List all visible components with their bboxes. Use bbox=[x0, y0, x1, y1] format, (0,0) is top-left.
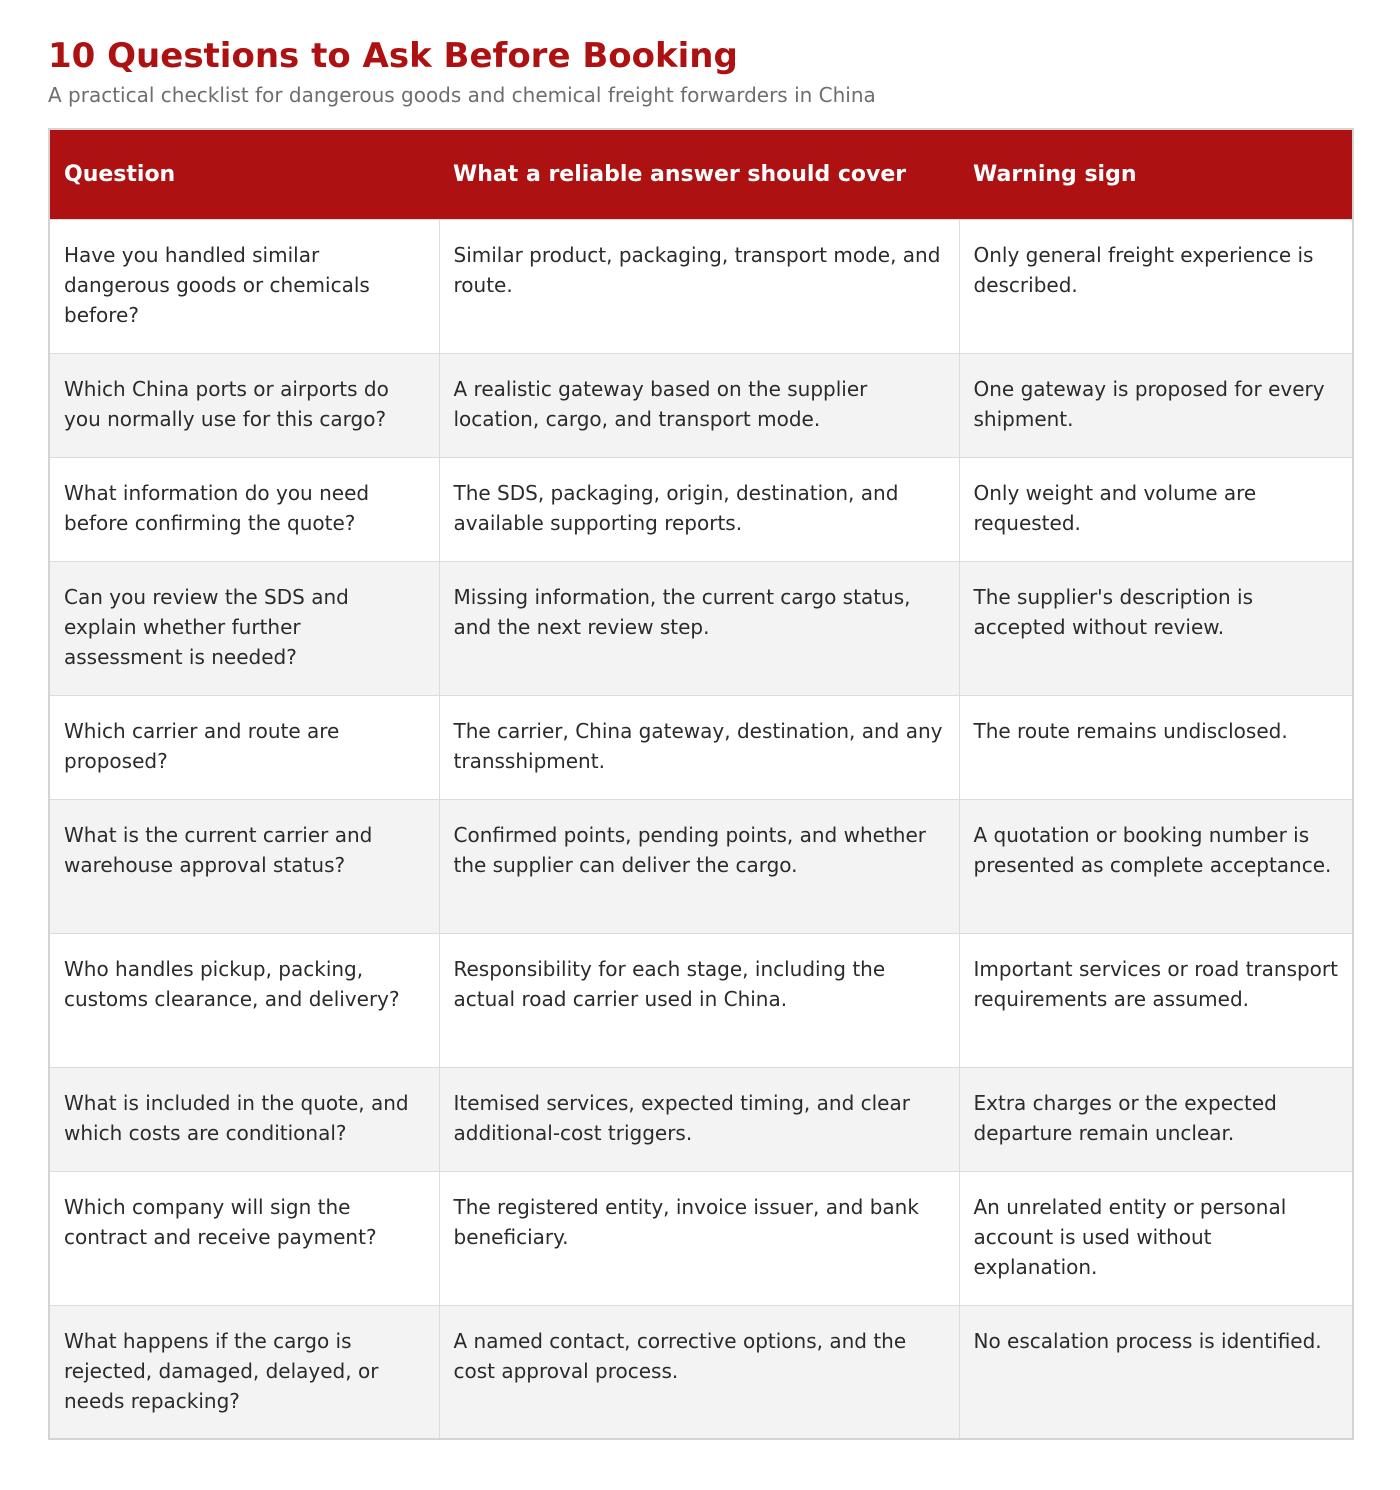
header-question: Question bbox=[49, 129, 439, 219]
table-row bbox=[49, 1171, 1353, 1305]
warning-cell: Only weight and volume are requested. bbox=[959, 457, 1353, 561]
question-cell: Which company will sign the contract and receive payment? bbox=[49, 1171, 439, 1305]
question-cell: What is the current carrier and warehouse approval status? bbox=[49, 799, 439, 933]
question-cell: What is included in the quote, and which costs are conditional? bbox=[49, 1067, 439, 1171]
warning-cell: Only general freight experience is described. bbox=[959, 219, 1353, 353]
question-cell: What happens if the cargo is rejected, damaged, delayed, or needs repacking? bbox=[49, 1305, 439, 1439]
table-row bbox=[49, 1067, 1353, 1171]
warning-cell: The route remains undisclosed. bbox=[959, 695, 1353, 799]
table-row bbox=[49, 695, 1353, 799]
answer-cell: The registered entity, invoice issuer, and bank beneficiary. bbox=[439, 1171, 959, 1305]
warning-cell: One gateway is proposed for every shipment. bbox=[959, 353, 1353, 457]
page-title: 10 Questions to Ask Before Booking bbox=[48, 36, 738, 76]
table-row bbox=[49, 1305, 1353, 1439]
answer-cell: Responsibility for each stage, including the actual road carrier used in China. bbox=[439, 933, 959, 1067]
warning-cell: Important services or road transport requirements are assumed. bbox=[959, 933, 1353, 1067]
question-cell: Can you review the SDS and explain whether further assessment is needed? bbox=[49, 561, 439, 695]
page-subtitle: A practical checklist for dangerous goods and chemical freight forwarders in China bbox=[48, 83, 876, 107]
table-row bbox=[49, 799, 1353, 933]
table-header-row bbox=[49, 129, 1353, 219]
question-cell: Have you handled similar dangerous goods or chemicals before? bbox=[49, 219, 439, 353]
answer-cell: A named contact, corrective options, and the cost approval process. bbox=[439, 1305, 959, 1439]
table-row bbox=[49, 219, 1353, 353]
table-row bbox=[49, 561, 1353, 695]
warning-cell: Extra charges or the expected departure remain unclear. bbox=[959, 1067, 1353, 1171]
answer-cell: Itemised services, expected timing, and clear additional-cost triggers. bbox=[439, 1067, 959, 1171]
question-cell: What information do you need before confirming the quote? bbox=[49, 457, 439, 561]
checklist-table bbox=[48, 128, 1354, 1440]
warning-cell: No escalation process is identified. bbox=[959, 1305, 1353, 1439]
table-row bbox=[49, 933, 1353, 1067]
question-cell: Which China ports or airports do you normally use for this cargo? bbox=[49, 353, 439, 457]
question-cell: Who handles pickup, packing, customs clearance, and delivery? bbox=[49, 933, 439, 1067]
table-row bbox=[49, 457, 1353, 561]
header-warning: Warning sign bbox=[959, 129, 1353, 219]
answer-cell: Similar product, packaging, transport mode, and route. bbox=[439, 219, 959, 353]
answer-cell: Confirmed points, pending points, and whether the supplier can deliver the cargo. bbox=[439, 799, 959, 933]
warning-cell: The supplier's description is accepted without review. bbox=[959, 561, 1353, 695]
table-row bbox=[49, 353, 1353, 457]
question-cell: Which carrier and route are proposed? bbox=[49, 695, 439, 799]
answer-cell: The SDS, packaging, origin, destination, and available supporting reports. bbox=[439, 457, 959, 561]
warning-cell: A quotation or booking number is presented as complete acceptance. bbox=[959, 799, 1353, 933]
answer-cell: A realistic gateway based on the supplier location, cargo, and transport mode. bbox=[439, 353, 959, 457]
answer-cell: The carrier, China gateway, destination, and any transshipment. bbox=[439, 695, 959, 799]
header-answer: What a reliable answer should cover bbox=[439, 129, 959, 219]
warning-cell: An unrelated entity or personal account is used without explanation. bbox=[959, 1171, 1353, 1305]
answer-cell: Missing information, the current cargo status, and the next review step. bbox=[439, 561, 959, 695]
